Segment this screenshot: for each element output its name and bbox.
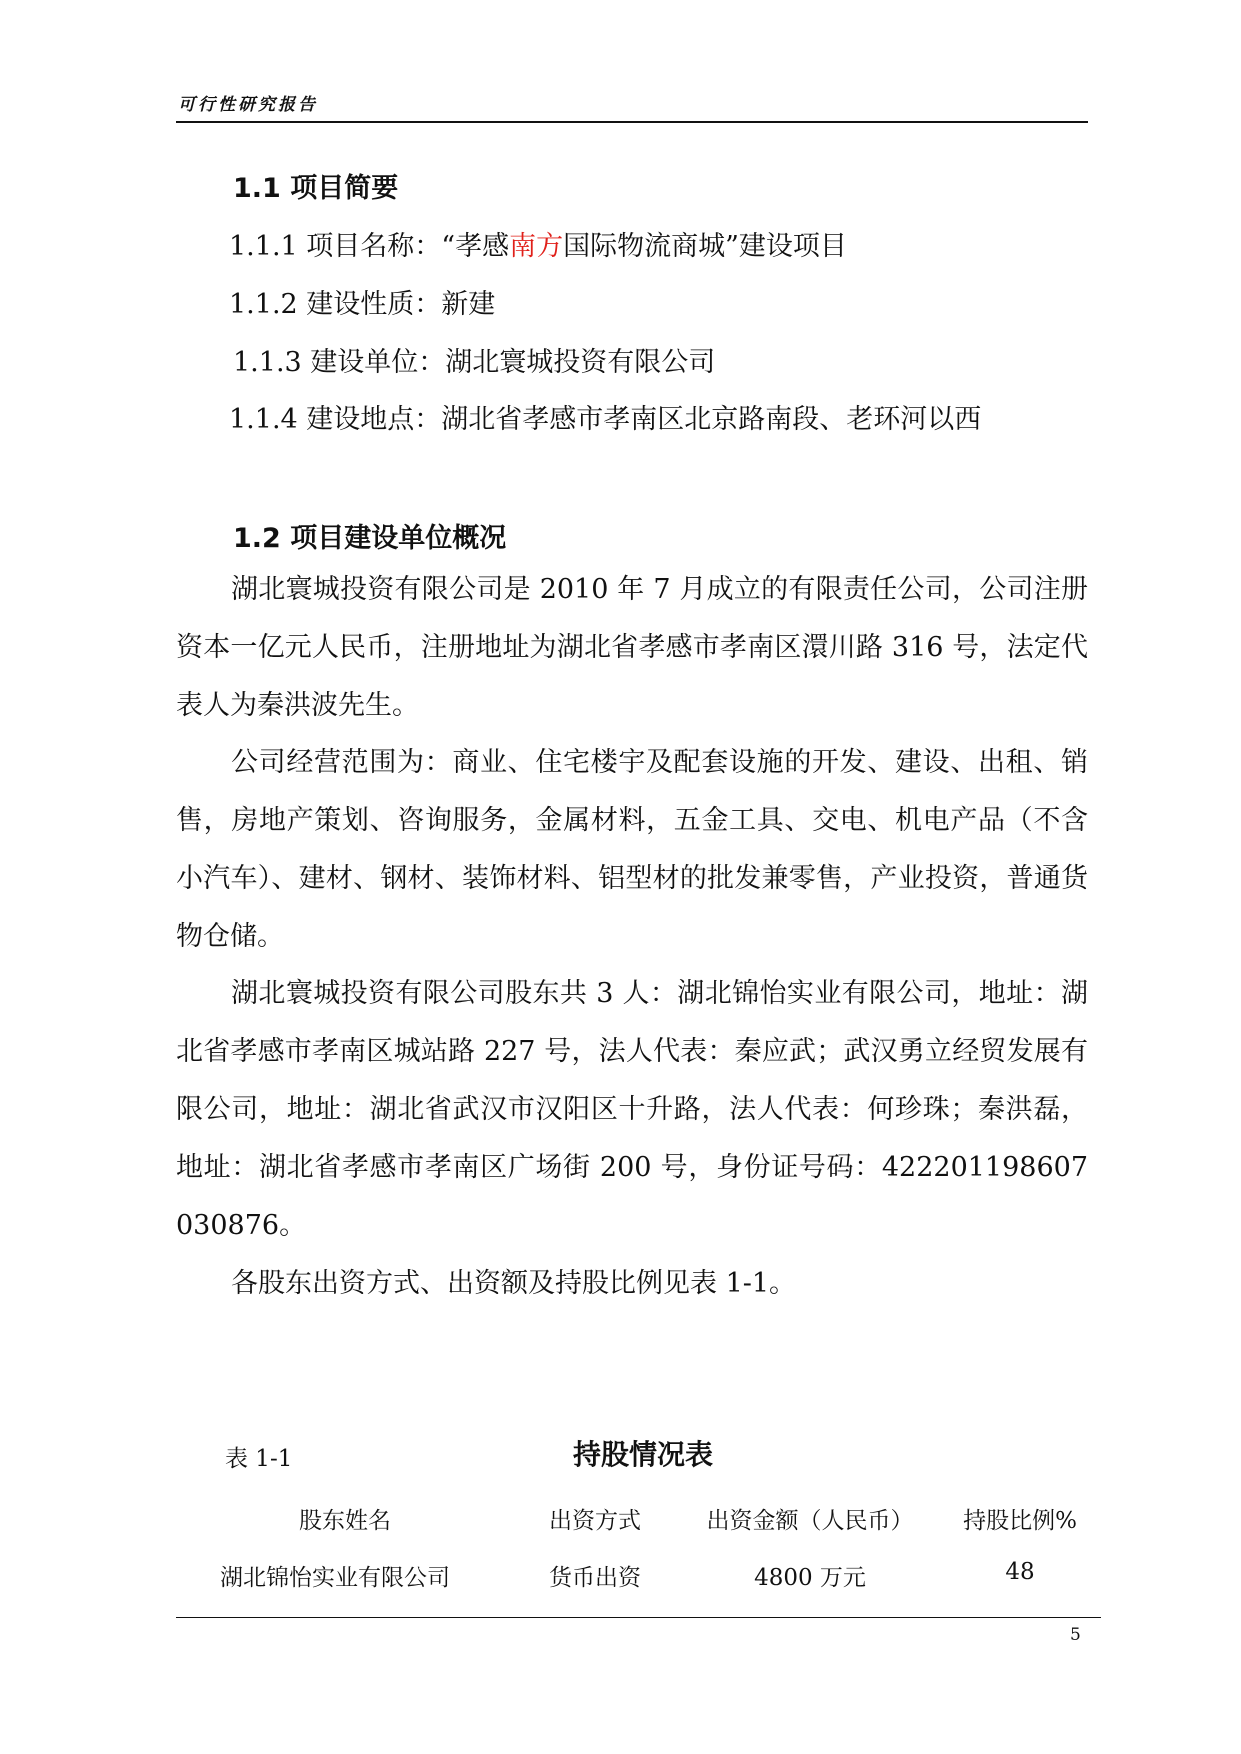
paragraph-business-scope: 公司经营范围为：商业、住宅楼宇及配套设施的开发、建设、出租、销售，房地产策划、咨询服务，金属材料，五金工具、交电、机电产品（不含小汽车）、建材、钢材、装饰材料、铝型材的批发兼零售，产业投资，普通货物仓储。 <box>176 747 1088 952</box>
table-header-cell: 股东姓名 <box>299 1508 391 1534</box>
section-heading-1-2: 1.2 项目建设单位概况 <box>233 523 507 554</box>
paragraph-shareholders: 湖北寰城投资有限公司股东共 3 人：湖北锦怡实业有限公司，地址：湖北省孝感市孝南区城站路 227 号，法人代表：秦应武；武汉勇立经贸发展有限公司，地址：湖北省武汉市汉阳区十升路，法人代表：何珍珠；秦洪磊，地址：湖北省孝感市孝南区广场街 200 号，身份证号码：422201198607030876。 <box>176 978 1088 1241</box>
construction-nature-line: 1.1.2 建设性质：新建 <box>229 289 496 320</box>
table-cell: 48 <box>1005 1559 1035 1585</box>
project-name-prefix: 1.1.1 项目名称：“孝感 <box>229 231 510 262</box>
header-divider <box>176 121 1088 123</box>
running-header: 可行性研究报告 <box>178 95 318 115</box>
table-cell: 4800 万元 <box>754 1565 866 1591</box>
table-header-cell: 持股比例% <box>963 1508 1077 1534</box>
project-name-line <box>229 224 847 263</box>
table-cell: 货币出资 <box>549 1565 641 1591</box>
table-header-cell: 出资金额（人民币） <box>706 1508 914 1534</box>
section-heading-1-1: 1.1 项目简要 <box>233 173 399 204</box>
project-name-suffix: 国际物流商城”建设项目 <box>563 231 847 262</box>
table-title: 持股情况表 <box>573 1438 714 1471</box>
footer-divider <box>176 1617 1101 1618</box>
page-number: 5 <box>1070 1625 1081 1645</box>
construction-unit-line: 1.1.3 建设单位：湖北寰城投资有限公司 <box>233 347 716 378</box>
paragraph-company-intro: 湖北寰城投资有限公司是 2010 年 7 月成立的有限责任公司，公司注册资本一亿元人民币，注册地址为湖北省孝感市孝南区澴川路 316 号，法定代表人为秦洪波先生。 <box>176 574 1088 721</box>
construction-site-line: 1.1.4 建设地点：湖北省孝感市孝南区北京路南段、老环河以西 <box>229 404 982 435</box>
table-caption: 表 1-1 <box>225 1446 293 1472</box>
table-header-cell: 出资方式 <box>549 1508 641 1534</box>
table-cell: 湖北锦怡实业有限公司 <box>220 1565 450 1591</box>
paragraph-table-reference: 各股东出资方式、出资额及持股比例见表 1-1。 <box>231 1268 797 1299</box>
project-name-highlight: 南方 <box>509 231 564 262</box>
